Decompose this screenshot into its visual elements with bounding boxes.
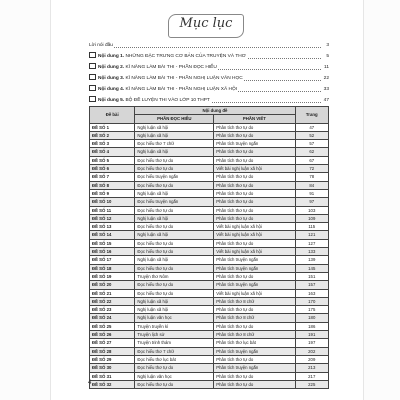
cell-phan-viet: Phân tích truyện ngắn [214, 140, 295, 148]
toc-item-label [89, 84, 238, 95]
cell-doc-hieu: Truyện lịch sử [135, 331, 214, 339]
cell-doc-hieu: Nghị luận văn học [135, 314, 214, 322]
table-row [90, 189, 329, 197]
dot-leader [89, 47, 321, 48]
cell-doc-hieu: Nghị luận văn học [135, 372, 214, 380]
cell-de-so: ĐỀ SỐ 15 [90, 239, 135, 247]
cell-phan-viet: Phân tích thơ tự do [214, 189, 295, 197]
cell-trang: 163 [295, 289, 328, 297]
table-row [90, 380, 329, 388]
table-row [90, 347, 329, 355]
cell-de-so: ĐỀ SỐ 12 [90, 214, 135, 222]
cell-trang: 225 [295, 380, 328, 388]
toc-item-page: 33 [323, 84, 329, 95]
cell-doc-hieu: Đọc hiểu thơ tự do [135, 380, 214, 388]
cell-trang: 72 [295, 165, 328, 173]
cell-trang: 57 [295, 140, 328, 148]
cell-trang: 97 [295, 198, 328, 206]
cell-trang: 67 [295, 156, 328, 164]
table-row [90, 248, 329, 256]
table-row [90, 264, 329, 272]
header-doc-hieu: PHẦN ĐỌC HIỂU [135, 115, 214, 123]
cell-de-so: ĐỀ SỐ 21 [90, 289, 135, 297]
cell-phan-viet: Viết bài nghị luận xã hội [214, 231, 295, 239]
toc-item-prefix: Nội dung 1. [98, 54, 125, 59]
cell-trang: 52 [295, 131, 328, 139]
table-row [90, 281, 329, 289]
cell-phan-viet: Viết bài nghị luận xã hội [214, 289, 295, 297]
cell-doc-hieu: Đọc hiểu truyện ngắn [135, 198, 214, 206]
table-row [90, 355, 329, 363]
cell-phan-viet: Viết bài nghị luận xã hội [214, 248, 295, 256]
header-noi-dung: Nội dung đề [135, 107, 295, 115]
cell-doc-hieu: Đọc hiểu thơ tự do [135, 281, 214, 289]
cell-de-so: ĐỀ SỐ 27 [90, 339, 135, 347]
page-title: Mục lục [179, 16, 233, 31]
cell-doc-hieu: Nghị luận xã hội [135, 148, 214, 156]
toc-item-page: 22 [323, 73, 329, 84]
table-row [90, 289, 329, 297]
cell-trang: 133 [295, 248, 328, 256]
table-row [90, 131, 329, 139]
cell-de-so: ĐỀ SỐ 4 [90, 148, 135, 156]
toc-item [89, 95, 329, 106]
toc-item-page: 5 [325, 51, 329, 62]
book-icon [89, 52, 96, 58]
cell-doc-hieu: Đọc hiểu truyện ngắn [135, 173, 214, 181]
cell-de-so: ĐỀ SỐ 28 [90, 347, 135, 355]
table-row [90, 256, 329, 264]
toc-item-text: KĨ NĂNG LÀM BÀI THI - PHẦN NGHỊ LUẬN XÃ HỘI [125, 87, 238, 92]
toc-intro-page: 3 [325, 40, 329, 51]
cell-phan-viet: Phân tích truyện ngắn [214, 347, 295, 355]
table-row [90, 322, 329, 330]
cell-de-so: ĐỀ SỐ 29 [90, 355, 135, 363]
table-row [90, 156, 329, 164]
cell-de-so: ĐỀ SỐ 3 [90, 140, 135, 148]
cell-trang: 91 [295, 189, 328, 197]
cell-doc-hieu: Nghị luận xã hội [135, 231, 214, 239]
toc-item-label [89, 73, 244, 84]
cell-doc-hieu: Đọc hiểu thơ lục bát [135, 355, 214, 363]
toc-intro [89, 40, 329, 51]
book-icon [89, 85, 96, 91]
cell-phan-viet: Phân tích thơ tự do [214, 355, 295, 363]
toc-item [89, 73, 329, 84]
cell-de-so: ĐỀ SỐ 18 [90, 264, 135, 272]
cell-trang: 180 [295, 314, 328, 322]
cell-doc-hieu: Đọc hiểu thơ tự do [135, 223, 214, 231]
cell-de-so: ĐỀ SỐ 1 [90, 123, 135, 131]
toc-item-text: KĨ NĂNG LÀM BÀI THI - PHẦN ĐỌC HIỂU [125, 65, 217, 70]
toc-intro-label: Lời nói đầu [89, 40, 114, 51]
toc-item-prefix: Nội dung 5. [98, 98, 125, 103]
cell-doc-hieu: Đọc hiểu thơ tự do [135, 206, 214, 214]
cell-doc-hieu: Nghị luận xã hội [135, 131, 214, 139]
cell-de-so: ĐỀ SỐ 13 [90, 223, 135, 231]
table-row [90, 364, 329, 372]
cell-phan-viet: Phân tích thơ lục bát [214, 339, 295, 347]
cell-doc-hieu: Đọc hiểu thơ tự do [135, 264, 214, 272]
cell-de-so: ĐỀ SỐ 16 [90, 248, 135, 256]
header-trang: Trang [295, 107, 328, 124]
cell-de-so: ĐỀ SỐ 9 [90, 189, 135, 197]
cell-de-so: ĐỀ SỐ 2 [90, 131, 135, 139]
cell-trang: 115 [295, 223, 328, 231]
cell-trang: 139 [295, 256, 328, 264]
cell-de-so: ĐỀ SỐ 8 [90, 181, 135, 189]
cell-phan-viet: Viết bài nghị luận xã hội [214, 223, 295, 231]
table-row [90, 272, 329, 280]
cell-trang: 121 [295, 231, 328, 239]
cell-phan-viet: Phân tích thơ tự do [214, 198, 295, 206]
cell-phan-viet: Phân tích truyện ngắn [214, 256, 295, 264]
cell-doc-hieu: Nghị luận xã hội [135, 123, 214, 131]
cell-trang: 109 [295, 214, 328, 222]
cell-de-so: ĐỀ SỐ 20 [90, 281, 135, 289]
cell-phan-viet: Phân tích thơ tự do [214, 181, 295, 189]
cell-de-so: ĐỀ SỐ 7 [90, 173, 135, 181]
toc-item-text: BỘ ĐỀ LUYỆN THI VÀO LỚP 10 THPT [125, 98, 210, 103]
cell-phan-viet: Phân tích thơ tự do [214, 372, 295, 380]
cell-trang: 145 [295, 264, 328, 272]
table-row [90, 140, 329, 148]
cell-trang: 127 [295, 239, 328, 247]
cell-phan-viet: Phân tích thơ tự do [214, 306, 295, 314]
cell-de-so: ĐỀ SỐ 11 [90, 206, 135, 214]
exam-table [89, 106, 329, 389]
cell-doc-hieu: Đọc hiểu thơ 7 chữ [135, 347, 214, 355]
table-row [90, 372, 329, 380]
cell-phan-viet: Phân tích thơ tự do [214, 123, 295, 131]
cell-trang: 202 [295, 347, 328, 355]
cell-trang: 78 [295, 173, 328, 181]
cell-de-so: ĐỀ SỐ 32 [90, 380, 135, 388]
toc-item-label [89, 51, 247, 62]
table-row [90, 181, 329, 189]
cell-trang: 191 [295, 331, 328, 339]
cell-doc-hieu: Nghị luận xã hội [135, 297, 214, 305]
cell-phan-viet: Phân tích thơ 8 chữ [214, 314, 295, 322]
cell-phan-viet: Phân tích thơ tự do [214, 156, 295, 164]
cell-de-so: ĐỀ SỐ 25 [90, 322, 135, 330]
table-row [90, 306, 329, 314]
cell-de-so: ĐỀ SỐ 24 [90, 314, 135, 322]
cell-trang: 213 [295, 364, 328, 372]
toc-item-prefix: Nội dung 3. [98, 76, 125, 81]
table-row [90, 198, 329, 206]
cell-trang: 209 [295, 355, 328, 363]
cell-doc-hieu: Đọc hiểu thơ tự do [135, 248, 214, 256]
cell-trang: 47 [295, 123, 328, 131]
cell-doc-hieu: Truyện truyền kì [135, 322, 214, 330]
book-icon [89, 63, 96, 69]
toc-item [89, 62, 329, 73]
cell-de-so: ĐỀ SỐ 23 [90, 306, 135, 314]
cell-trang: 157 [295, 281, 328, 289]
cell-doc-hieu: Nghị luận xã hội [135, 214, 214, 222]
cell-de-so: ĐỀ SỐ 5 [90, 156, 135, 164]
cell-doc-hieu: Đọc hiểu thơ tự do [135, 289, 214, 297]
cell-phan-viet: Phân tích truyện ngắn [214, 264, 295, 272]
cell-phan-viet: Viết bài nghị luận xã hội [214, 165, 295, 173]
book-icon [89, 96, 96, 102]
cell-phan-viet: Phân tích truyện ngắn [214, 281, 295, 289]
header-phan-viet: PHẦN VIẾT [214, 115, 295, 123]
cell-phan-viet: Phân tích thơ tự do [214, 173, 295, 181]
cell-trang: 197 [295, 339, 328, 347]
cell-trang: 151 [295, 272, 328, 280]
toc-item [89, 51, 329, 62]
cell-phan-viet: Phân tích thơ tự do [214, 239, 295, 247]
cell-doc-hieu: Đọc hiểu thơ tự do [135, 156, 214, 164]
cell-doc-hieu: Đọc hiểu thơ tự do [135, 181, 214, 189]
cell-trang: 103 [295, 206, 328, 214]
cell-doc-hieu: Đọc hiểu thơ tự do [135, 364, 214, 372]
cell-phan-viet: Phân tích thơ tự do [214, 148, 295, 156]
cell-de-so: ĐỀ SỐ 10 [90, 198, 135, 206]
table-row [90, 331, 329, 339]
cell-trang: 186 [295, 322, 328, 330]
cell-de-so: ĐỀ SỐ 30 [90, 364, 135, 372]
cell-trang: 175 [295, 306, 328, 314]
toc-item-prefix: Nội dung 4. [98, 87, 125, 92]
toc-item-page: 11 [323, 62, 329, 73]
cell-doc-hieu: Đọc hiểu thơ tự do [135, 165, 214, 173]
cell-de-so: ĐỀ SỐ 14 [90, 231, 135, 239]
cell-phan-viet: Phân tích thơ tự do [214, 214, 295, 222]
toc-item-prefix: Nội dung 2. [98, 65, 125, 70]
toc-item-page: 47 [323, 95, 329, 106]
cell-phan-viet: Phân tích truyện ngắn [214, 364, 295, 372]
cell-phan-viet: Phân tích thơ tự do [214, 272, 295, 280]
cell-doc-hieu: Đọc hiểu thơ tự do [135, 239, 214, 247]
table-row [90, 223, 329, 231]
table-row [90, 214, 329, 222]
cell-doc-hieu: Đọc hiểu thơ 7 chữ [135, 140, 214, 148]
table-body [90, 123, 329, 389]
table-row [90, 123, 329, 131]
cell-de-so: ĐỀ SỐ 22 [90, 297, 135, 305]
table-row [90, 239, 329, 247]
page-number: 4 [88, 380, 92, 386]
cell-trang: 217 [295, 372, 328, 380]
cell-doc-hieu: Nghị luận xã hội [135, 189, 214, 197]
cell-phan-viet: Phân tích thơ 8 chữ [214, 297, 295, 305]
header-de-so: Đề bài [90, 107, 135, 124]
table-row [90, 339, 329, 347]
cell-de-so: ĐỀ SỐ 6 [90, 165, 135, 173]
cell-trang: 170 [295, 297, 328, 305]
cell-doc-hieu: Truyện trinh thám [135, 339, 214, 347]
toc-list [89, 40, 329, 106]
table-row [90, 231, 329, 239]
toc-item-text: NHỮNG ĐẶC TRƯNG CƠ BẢN CỦA TRUYỆN VÀ THƠ [125, 54, 246, 59]
cell-phan-viet: Phân tích thơ tự do [214, 206, 295, 214]
cell-phan-viet: Phân tích thơ tự do [214, 380, 295, 388]
cell-trang: 62 [295, 148, 328, 156]
table-row [90, 314, 329, 322]
table-row [90, 297, 329, 305]
table-row [90, 173, 329, 181]
cell-de-so: ĐỀ SỐ 17 [90, 256, 135, 264]
toc-item [89, 84, 329, 95]
table-row [90, 148, 329, 156]
book-icon [89, 74, 96, 80]
cell-doc-hieu: Nghị luận xã hội [135, 306, 214, 314]
table-row [90, 206, 329, 214]
cell-de-so: ĐỀ SỐ 26 [90, 331, 135, 339]
cell-phan-viet: Phân tích thơ 8 chữ [214, 331, 295, 339]
cell-trang: 84 [295, 181, 328, 189]
table-row [90, 165, 329, 173]
cell-doc-hieu: Truyện thơ Nôm [135, 272, 214, 280]
cell-phan-viet: Phân tích thơ tự do [214, 322, 295, 330]
cell-de-so: ĐỀ SỐ 31 [90, 372, 135, 380]
toc-item-label [89, 95, 211, 106]
cell-de-so: ĐỀ SỐ 19 [90, 272, 135, 280]
toc-item-label [89, 62, 218, 73]
cell-doc-hieu: Nghị luận xã hội [135, 256, 214, 264]
cell-phan-viet: Phân tích thơ tự do [214, 131, 295, 139]
toc-item-text: KĨ NĂNG LÀM BÀI THI - PHẦN NGHỊ LUẬN VĂN HỌC [125, 76, 243, 81]
